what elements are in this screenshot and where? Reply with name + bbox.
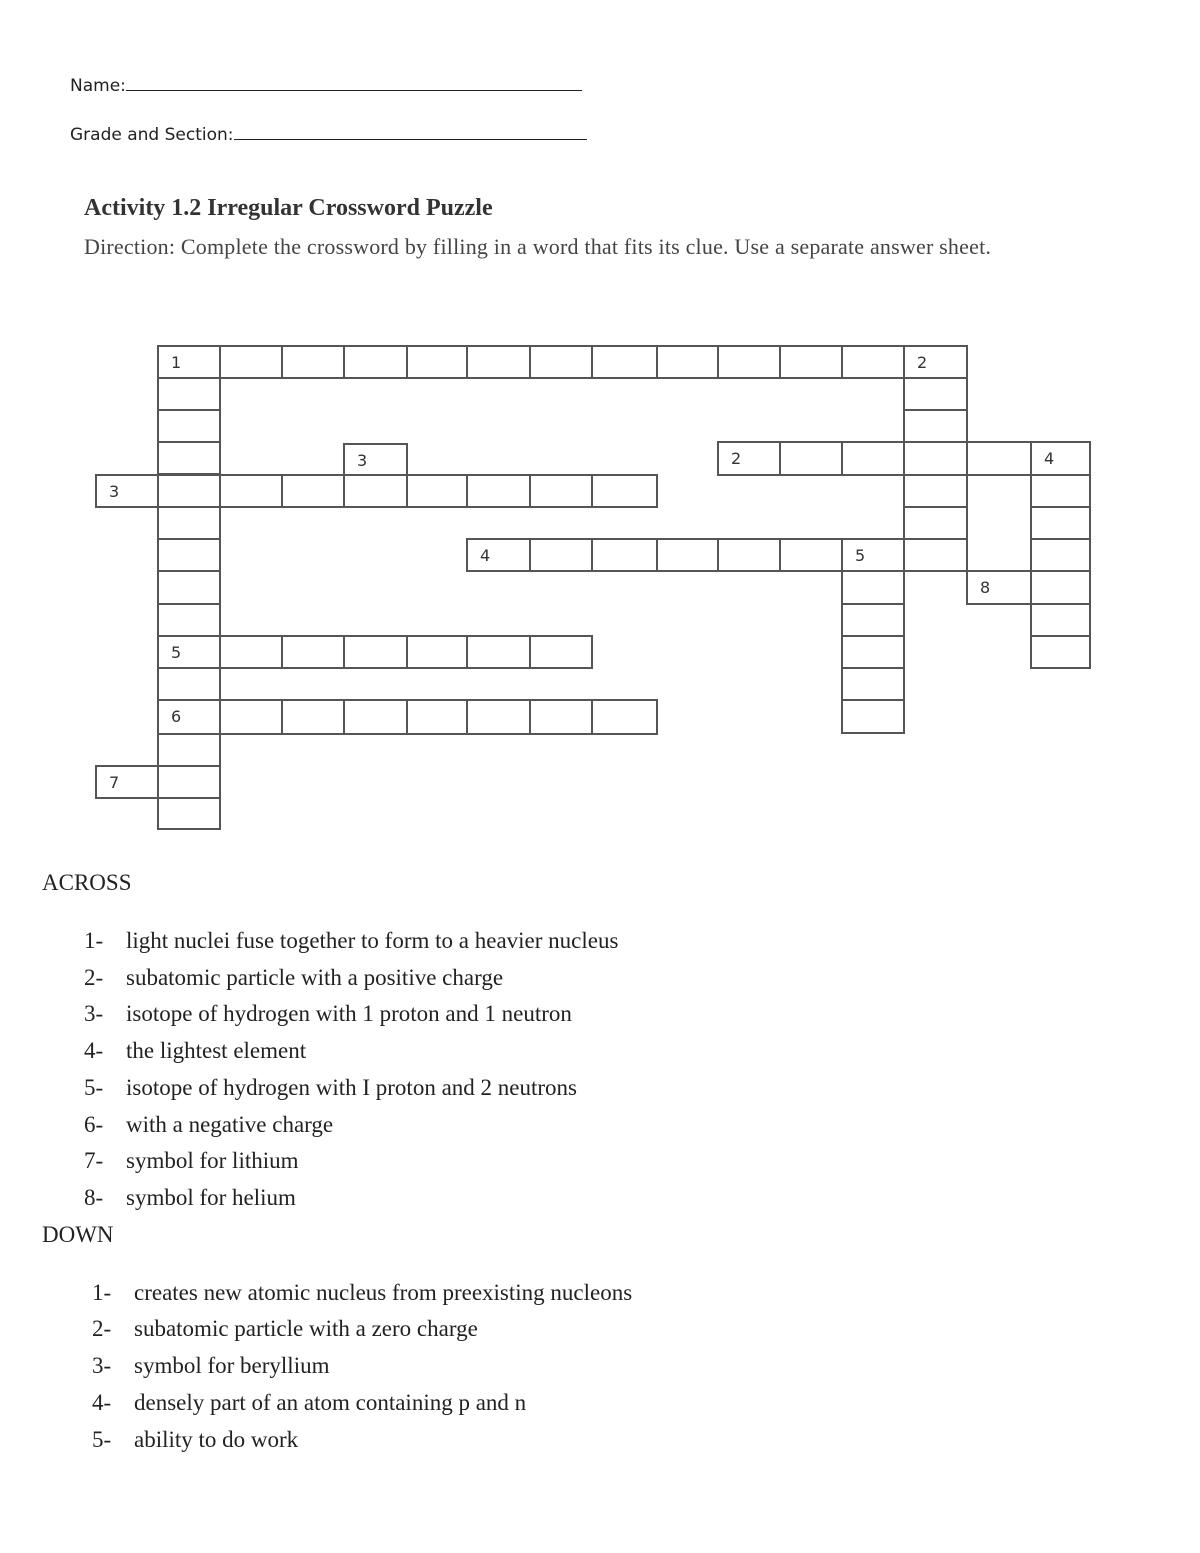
grid-cell[interactable] <box>966 441 1032 476</box>
clue-text: symbol for lithium <box>126 1148 299 1173</box>
grid-cell[interactable] <box>1030 474 1091 508</box>
grid-cell[interactable] <box>157 506 221 540</box>
grid-cell[interactable] <box>591 474 658 508</box>
grid-cell[interactable] <box>157 377 221 411</box>
clue-text: subatomic particle with a zero charge <box>134 1316 478 1341</box>
down-clue <box>92 1316 478 1342</box>
grade-section-blank[interactable] <box>234 125 587 140</box>
grid-cell[interactable] <box>529 635 593 669</box>
grid-cell[interactable] <box>157 570 221 605</box>
grid-cell[interactable] <box>841 699 905 734</box>
grid-number: 6 <box>171 707 182 726</box>
grid-cell[interactable] <box>529 474 593 508</box>
grid-cell[interactable] <box>841 345 905 379</box>
grid-cell[interactable] <box>779 441 843 476</box>
grid-cell[interactable] <box>157 797 221 830</box>
grid-cell[interactable] <box>841 441 905 476</box>
grid-cell[interactable] <box>95 474 159 508</box>
grid-cell[interactable] <box>406 474 468 508</box>
grid-cell[interactable] <box>903 377 968 411</box>
across-clue <box>84 1001 572 1027</box>
grid-cell[interactable] <box>466 635 531 669</box>
grid-cell[interactable] <box>157 409 221 443</box>
down-heading: DOWN <box>42 1222 114 1247</box>
grid-cell[interactable] <box>281 635 345 669</box>
grid-cell[interactable] <box>219 345 283 379</box>
grid-cell[interactable] <box>903 506 968 540</box>
grid-cell[interactable] <box>406 699 468 735</box>
across-clue <box>84 965 503 991</box>
down-clue <box>92 1390 526 1416</box>
grid-cell[interactable] <box>466 474 531 508</box>
grid-cell[interactable] <box>1030 603 1091 637</box>
grid-cell[interactable] <box>717 345 781 379</box>
clue-number: 5- <box>84 1075 104 1100</box>
grid-number: 5 <box>855 546 866 565</box>
down-clue <box>92 1353 329 1379</box>
grid-cell[interactable] <box>219 699 283 735</box>
grade-section-label: Grade and Section: <box>70 125 234 145</box>
clue-text: the lightest element <box>126 1038 307 1063</box>
clue-text: symbol for beryllium <box>134 1353 330 1378</box>
grid-cell[interactable] <box>157 635 221 669</box>
grid-cell[interactable] <box>841 570 905 605</box>
directions-text: Direction: Complete the crossword by filling in a word that fits its clue. Use a separate answer sheet. <box>84 234 992 259</box>
grid-cell[interactable] <box>343 635 408 669</box>
activity-title: Activity 1.2 Irregular Crossword Puzzle <box>84 195 493 221</box>
grid-cell[interactable] <box>903 409 968 443</box>
grid-cell[interactable] <box>591 699 658 735</box>
across-clue <box>84 1038 306 1064</box>
clue-number: 7- <box>84 1148 104 1173</box>
clue-text: ability to do work <box>134 1427 299 1452</box>
grid-number: 1 <box>171 353 182 372</box>
grid-number: 4 <box>480 546 491 565</box>
grid-cell[interactable] <box>841 603 905 637</box>
grid-cell[interactable] <box>903 441 968 476</box>
down-clue <box>92 1427 298 1453</box>
grid-cell[interactable] <box>903 538 968 572</box>
grid-cell[interactable] <box>157 699 221 735</box>
grid-cell[interactable] <box>157 667 221 701</box>
grid-cell[interactable] <box>717 441 781 476</box>
clue-number: 3- <box>84 1001 104 1026</box>
grid-cell[interactable] <box>95 765 159 799</box>
grid-cell[interactable] <box>529 538 593 572</box>
grid-cell[interactable] <box>281 345 345 379</box>
across-heading: ACROSS <box>42 870 132 895</box>
grid-cell[interactable] <box>157 733 221 767</box>
grid-cell[interactable] <box>1030 538 1091 572</box>
clue-text: isotope of hydrogen with 1 proton and 1 neutron <box>126 1001 572 1026</box>
clue-text: with a negative charge <box>126 1112 334 1137</box>
grid-cell[interactable] <box>219 635 283 669</box>
grid-cell[interactable] <box>1030 441 1091 476</box>
clue-number: 6- <box>84 1112 104 1137</box>
grid-cell[interactable] <box>466 345 531 379</box>
clue-text: densely part of an atom containing p and n <box>134 1390 527 1415</box>
grid-cell[interactable] <box>903 474 968 508</box>
clue-text: symbol for helium <box>126 1185 296 1210</box>
clue-text: creates new atomic nucleus from preexisting nucleons <box>134 1280 633 1305</box>
grid-number: 3 <box>357 451 368 470</box>
grid-cell[interactable] <box>466 538 531 572</box>
clue-number: 2- <box>84 965 104 990</box>
grid-number: 2 <box>917 353 928 372</box>
grid-cell[interactable] <box>343 474 408 508</box>
grid-cell[interactable] <box>656 538 719 572</box>
grid-number: 4 <box>1044 449 1055 468</box>
clue-number: 1- <box>92 1280 112 1305</box>
grid-cell[interactable] <box>406 345 468 379</box>
grade-section-field <box>70 125 587 145</box>
across-clue <box>84 928 618 954</box>
clue-number: 2- <box>92 1316 112 1341</box>
grid-cell[interactable] <box>343 345 408 379</box>
grid-cell[interactable] <box>529 699 593 735</box>
name-blank[interactable] <box>126 76 582 91</box>
grid-cell[interactable] <box>343 699 408 735</box>
across-clue <box>84 1148 299 1174</box>
across-clue <box>84 1185 296 1211</box>
grid-number: 5 <box>171 643 182 662</box>
grid-cell[interactable] <box>717 538 781 572</box>
grid-cell[interactable] <box>219 474 283 508</box>
grid-cell[interactable] <box>529 345 593 379</box>
clue-text: light nuclei fuse together to form to a heavier nucleus <box>126 928 619 953</box>
grid-cell[interactable] <box>779 345 843 379</box>
down-clue <box>92 1280 632 1306</box>
grid-cell[interactable] <box>1030 506 1091 540</box>
clue-number: 4- <box>92 1390 112 1415</box>
grid-cell[interactable] <box>157 603 221 637</box>
grid-cell[interactable] <box>157 538 221 572</box>
clue-number: 5- <box>92 1427 112 1452</box>
clue-text: subatomic particle with a positive charge <box>126 965 504 990</box>
grid-cell[interactable] <box>779 538 843 572</box>
grid-cell[interactable] <box>656 345 719 379</box>
clue-number: 8- <box>84 1185 104 1210</box>
grid-cell[interactable] <box>841 667 905 701</box>
grid-cell[interactable] <box>157 345 221 379</box>
grid-number: 2 <box>731 449 742 468</box>
clue-number: 1- <box>84 928 104 953</box>
grid-cell[interactable] <box>157 474 221 508</box>
grid-cell[interactable] <box>1030 635 1091 669</box>
grid-number: 7 <box>109 773 120 792</box>
grid-cell[interactable] <box>157 441 221 475</box>
clue-text: isotope of hydrogen with I proton and 2 neutrons <box>126 1075 577 1100</box>
across-clue <box>84 1075 577 1101</box>
grid-cell[interactable] <box>406 635 468 669</box>
grid-cell[interactable] <box>591 538 658 572</box>
grid-cell[interactable] <box>281 474 345 508</box>
grid-number: 3 <box>109 482 120 501</box>
clue-number: 4- <box>84 1038 104 1063</box>
grid-cell[interactable] <box>281 699 345 735</box>
grid-cell[interactable] <box>841 635 905 669</box>
grid-cell[interactable] <box>466 699 531 735</box>
grid-cell[interactable] <box>1030 570 1091 605</box>
grid-cell[interactable] <box>157 765 221 799</box>
grid-cell[interactable] <box>343 443 408 476</box>
name-label: Name: <box>70 76 126 96</box>
grid-cell[interactable] <box>841 538 905 572</box>
grid-number: 8 <box>980 578 991 597</box>
grid-cell[interactable] <box>591 345 658 379</box>
name-field <box>70 76 582 96</box>
clue-number: 3- <box>92 1353 112 1378</box>
across-clue <box>84 1112 333 1138</box>
grid-cell[interactable] <box>966 570 1032 605</box>
grid-cell[interactable] <box>903 345 968 379</box>
